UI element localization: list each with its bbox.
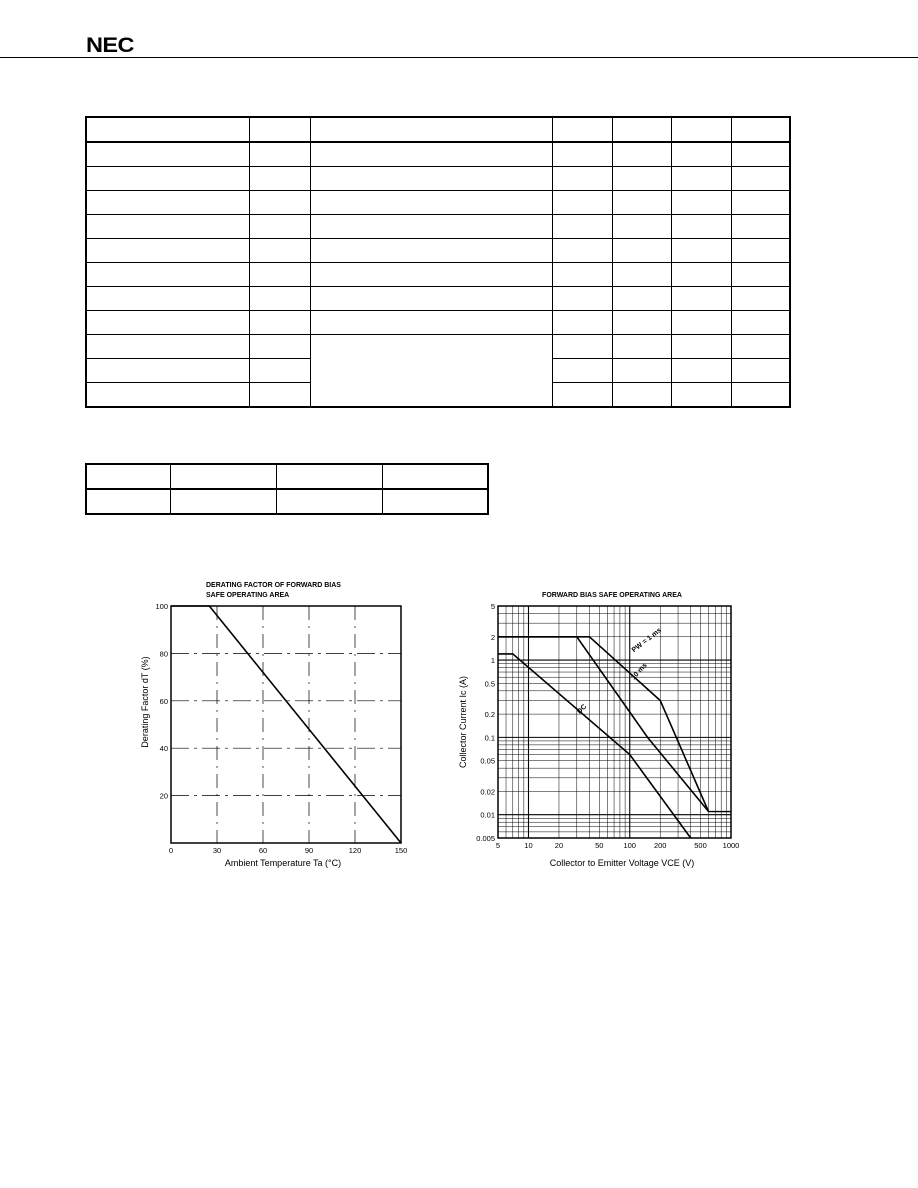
table-cell bbox=[552, 142, 612, 167]
table-header-row bbox=[86, 464, 488, 489]
table-cell bbox=[552, 287, 612, 311]
table-row bbox=[86, 263, 790, 287]
table-cell bbox=[552, 359, 612, 383]
curve-label: DC bbox=[576, 703, 589, 716]
table-cell bbox=[731, 287, 790, 311]
x-tick-label: 5 bbox=[495, 841, 501, 850]
table-row bbox=[86, 142, 790, 167]
table-cell bbox=[671, 335, 731, 359]
x-tick-label: 30 bbox=[212, 846, 222, 855]
table-cell bbox=[310, 142, 552, 167]
table-cell bbox=[310, 263, 552, 287]
header-cell bbox=[382, 464, 488, 489]
table-cell bbox=[612, 359, 671, 383]
table-cell bbox=[671, 191, 731, 215]
table-cell bbox=[612, 383, 671, 408]
derating-line bbox=[171, 606, 401, 843]
header-cell bbox=[731, 117, 790, 142]
y-tick-label: 0.05 bbox=[480, 756, 495, 766]
y-tick-label: 40 bbox=[159, 744, 168, 754]
table-cell bbox=[249, 335, 310, 359]
table-cell bbox=[671, 239, 731, 263]
table-cell bbox=[86, 489, 170, 514]
table-cell bbox=[249, 142, 310, 167]
pw-10ms-line bbox=[498, 637, 709, 812]
y-axis-label: Collector Current Ic (A) bbox=[458, 675, 468, 769]
table-cell bbox=[249, 191, 310, 215]
table-row bbox=[86, 239, 790, 263]
x-tick-label: 500 bbox=[694, 841, 707, 850]
x-tick-label: 20 bbox=[554, 841, 564, 850]
table-cell bbox=[310, 191, 552, 215]
y-tick-label: 0.01 bbox=[480, 810, 495, 820]
x-tick-label: 10 bbox=[524, 841, 533, 850]
table-cell bbox=[86, 191, 249, 215]
curve-label: PW = 1 ms bbox=[630, 626, 663, 655]
table-cell-merged bbox=[310, 335, 552, 408]
table-cell bbox=[671, 167, 731, 191]
x-axis-label: Ambient Temperature Ta (°C) bbox=[224, 858, 342, 868]
table-cell bbox=[731, 142, 790, 167]
series-lines bbox=[171, 606, 401, 843]
x-tick-label: 0 bbox=[168, 846, 174, 855]
dc-line bbox=[498, 654, 691, 838]
table-cell bbox=[731, 335, 790, 359]
table-cell bbox=[86, 335, 249, 359]
y-tick-label: 0.005 bbox=[476, 834, 495, 843]
chart-title-line-1: DERATING FACTOR OF FORWARD BIAS bbox=[206, 582, 341, 589]
table-cell bbox=[310, 215, 552, 239]
plot-frame bbox=[498, 606, 731, 838]
x-tick-label: 200 bbox=[653, 841, 667, 850]
y-tick-label: 5 bbox=[490, 602, 495, 611]
table-cell bbox=[276, 489, 382, 514]
table-cell bbox=[731, 191, 790, 215]
table-cell bbox=[552, 335, 612, 359]
x-tick-label: 150 bbox=[394, 846, 408, 855]
electrical-characteristics-table bbox=[85, 116, 791, 408]
x-tick-label: 90 bbox=[304, 846, 314, 855]
x-tick-label: 120 bbox=[348, 846, 362, 855]
table-row bbox=[86, 191, 790, 215]
table-row bbox=[86, 311, 790, 335]
table-cell bbox=[552, 191, 612, 215]
pw-1ms-line bbox=[498, 637, 709, 812]
table-row bbox=[86, 167, 790, 191]
header-cell bbox=[170, 464, 276, 489]
table-cell bbox=[382, 489, 488, 514]
classification-table bbox=[85, 463, 489, 515]
table-cell bbox=[731, 383, 790, 408]
table-cell bbox=[249, 311, 310, 335]
table-cell bbox=[249, 383, 310, 408]
table-cell bbox=[671, 263, 731, 287]
chart-grid bbox=[171, 606, 401, 843]
table-cell bbox=[310, 167, 552, 191]
table-cell bbox=[671, 383, 731, 408]
y-tick-label: 20 bbox=[159, 791, 168, 801]
curve-labels bbox=[576, 627, 663, 716]
x-tick-label: 50 bbox=[595, 841, 604, 850]
header-rule bbox=[0, 57, 918, 58]
table-cell bbox=[249, 239, 310, 263]
table-cell bbox=[612, 191, 671, 215]
y-tick-label: 0.5 bbox=[484, 679, 495, 689]
header-cell bbox=[612, 117, 671, 142]
y-tick-label: 60 bbox=[159, 696, 168, 706]
table-cell bbox=[612, 167, 671, 191]
header-cell bbox=[86, 117, 249, 142]
y-tick-label: 100 bbox=[155, 602, 168, 611]
header-cell bbox=[671, 117, 731, 142]
series-lines bbox=[498, 637, 731, 838]
y-tick-label: 0.1 bbox=[484, 733, 495, 743]
chart-title: FORWARD BIAS SAFE OPERATING AREA bbox=[542, 592, 682, 599]
table-cell bbox=[249, 263, 310, 287]
table-cell bbox=[249, 359, 310, 383]
table-cell bbox=[731, 215, 790, 239]
header-cell bbox=[249, 117, 310, 142]
table-cell bbox=[86, 142, 249, 167]
table-cell bbox=[170, 489, 276, 514]
table-cell bbox=[249, 215, 310, 239]
table-cell bbox=[86, 239, 249, 263]
table-cell bbox=[612, 239, 671, 263]
table-cell bbox=[671, 215, 731, 239]
y-tick-label: 0.2 bbox=[484, 710, 495, 720]
table-cell bbox=[86, 167, 249, 191]
table-cell bbox=[552, 263, 612, 287]
y-tick-label: 1 bbox=[490, 656, 495, 666]
table-cell bbox=[612, 311, 671, 335]
table-cell bbox=[612, 215, 671, 239]
table-cell bbox=[612, 287, 671, 311]
table-row bbox=[86, 489, 488, 514]
table-cell bbox=[310, 311, 552, 335]
header-cell bbox=[86, 464, 170, 489]
table-cell bbox=[86, 311, 249, 335]
table-cell bbox=[671, 287, 731, 311]
table-cell bbox=[552, 215, 612, 239]
x-tick-label: 100 bbox=[623, 841, 636, 850]
chart-title-line-2: SAFE OPERATING AREA bbox=[206, 592, 290, 599]
y-axis-label: Derating Factor dT (%) bbox=[140, 656, 150, 748]
table-cell bbox=[671, 311, 731, 335]
table-row bbox=[86, 287, 790, 311]
table-header-row bbox=[86, 117, 790, 142]
table-cell bbox=[86, 287, 249, 311]
x-axis-label: Collector to Emitter Voltage VCE (V) bbox=[549, 858, 695, 868]
header-cell bbox=[552, 117, 612, 142]
tick-labels bbox=[476, 602, 739, 850]
plot-frame bbox=[171, 606, 401, 843]
table-cell bbox=[671, 142, 731, 167]
y-tick-label: 0.02 bbox=[480, 787, 495, 797]
chart-grid bbox=[498, 606, 731, 838]
curve-label: 10 ms bbox=[630, 662, 649, 682]
table-cell bbox=[731, 167, 790, 191]
table-cell bbox=[310, 287, 552, 311]
tick-labels bbox=[155, 602, 407, 855]
table-cell bbox=[612, 263, 671, 287]
nec-logo: NEC bbox=[86, 34, 134, 57]
y-tick-label: 2 bbox=[490, 632, 495, 642]
header-cell bbox=[310, 117, 552, 142]
table-cell bbox=[612, 142, 671, 167]
table-cell bbox=[249, 287, 310, 311]
x-tick-label: 60 bbox=[258, 846, 268, 855]
table-cell bbox=[552, 239, 612, 263]
table-row bbox=[86, 335, 790, 359]
table-cell bbox=[86, 359, 249, 383]
header-cell bbox=[276, 464, 382, 489]
table-row bbox=[86, 215, 790, 239]
table-cell bbox=[731, 263, 790, 287]
table-cell bbox=[86, 263, 249, 287]
y-tick-label: 80 bbox=[159, 649, 168, 659]
table-cell bbox=[612, 335, 671, 359]
table-cell bbox=[731, 239, 790, 263]
table-cell bbox=[731, 359, 790, 383]
table-cell bbox=[552, 311, 612, 335]
x-tick-label: 1000 bbox=[722, 841, 740, 850]
table-cell bbox=[552, 167, 612, 191]
table-cell bbox=[552, 383, 612, 408]
table-cell bbox=[86, 215, 249, 239]
table-cell bbox=[86, 383, 249, 408]
table-cell bbox=[731, 311, 790, 335]
table-cell bbox=[671, 359, 731, 383]
table-cell bbox=[249, 167, 310, 191]
table-cell bbox=[310, 239, 552, 263]
